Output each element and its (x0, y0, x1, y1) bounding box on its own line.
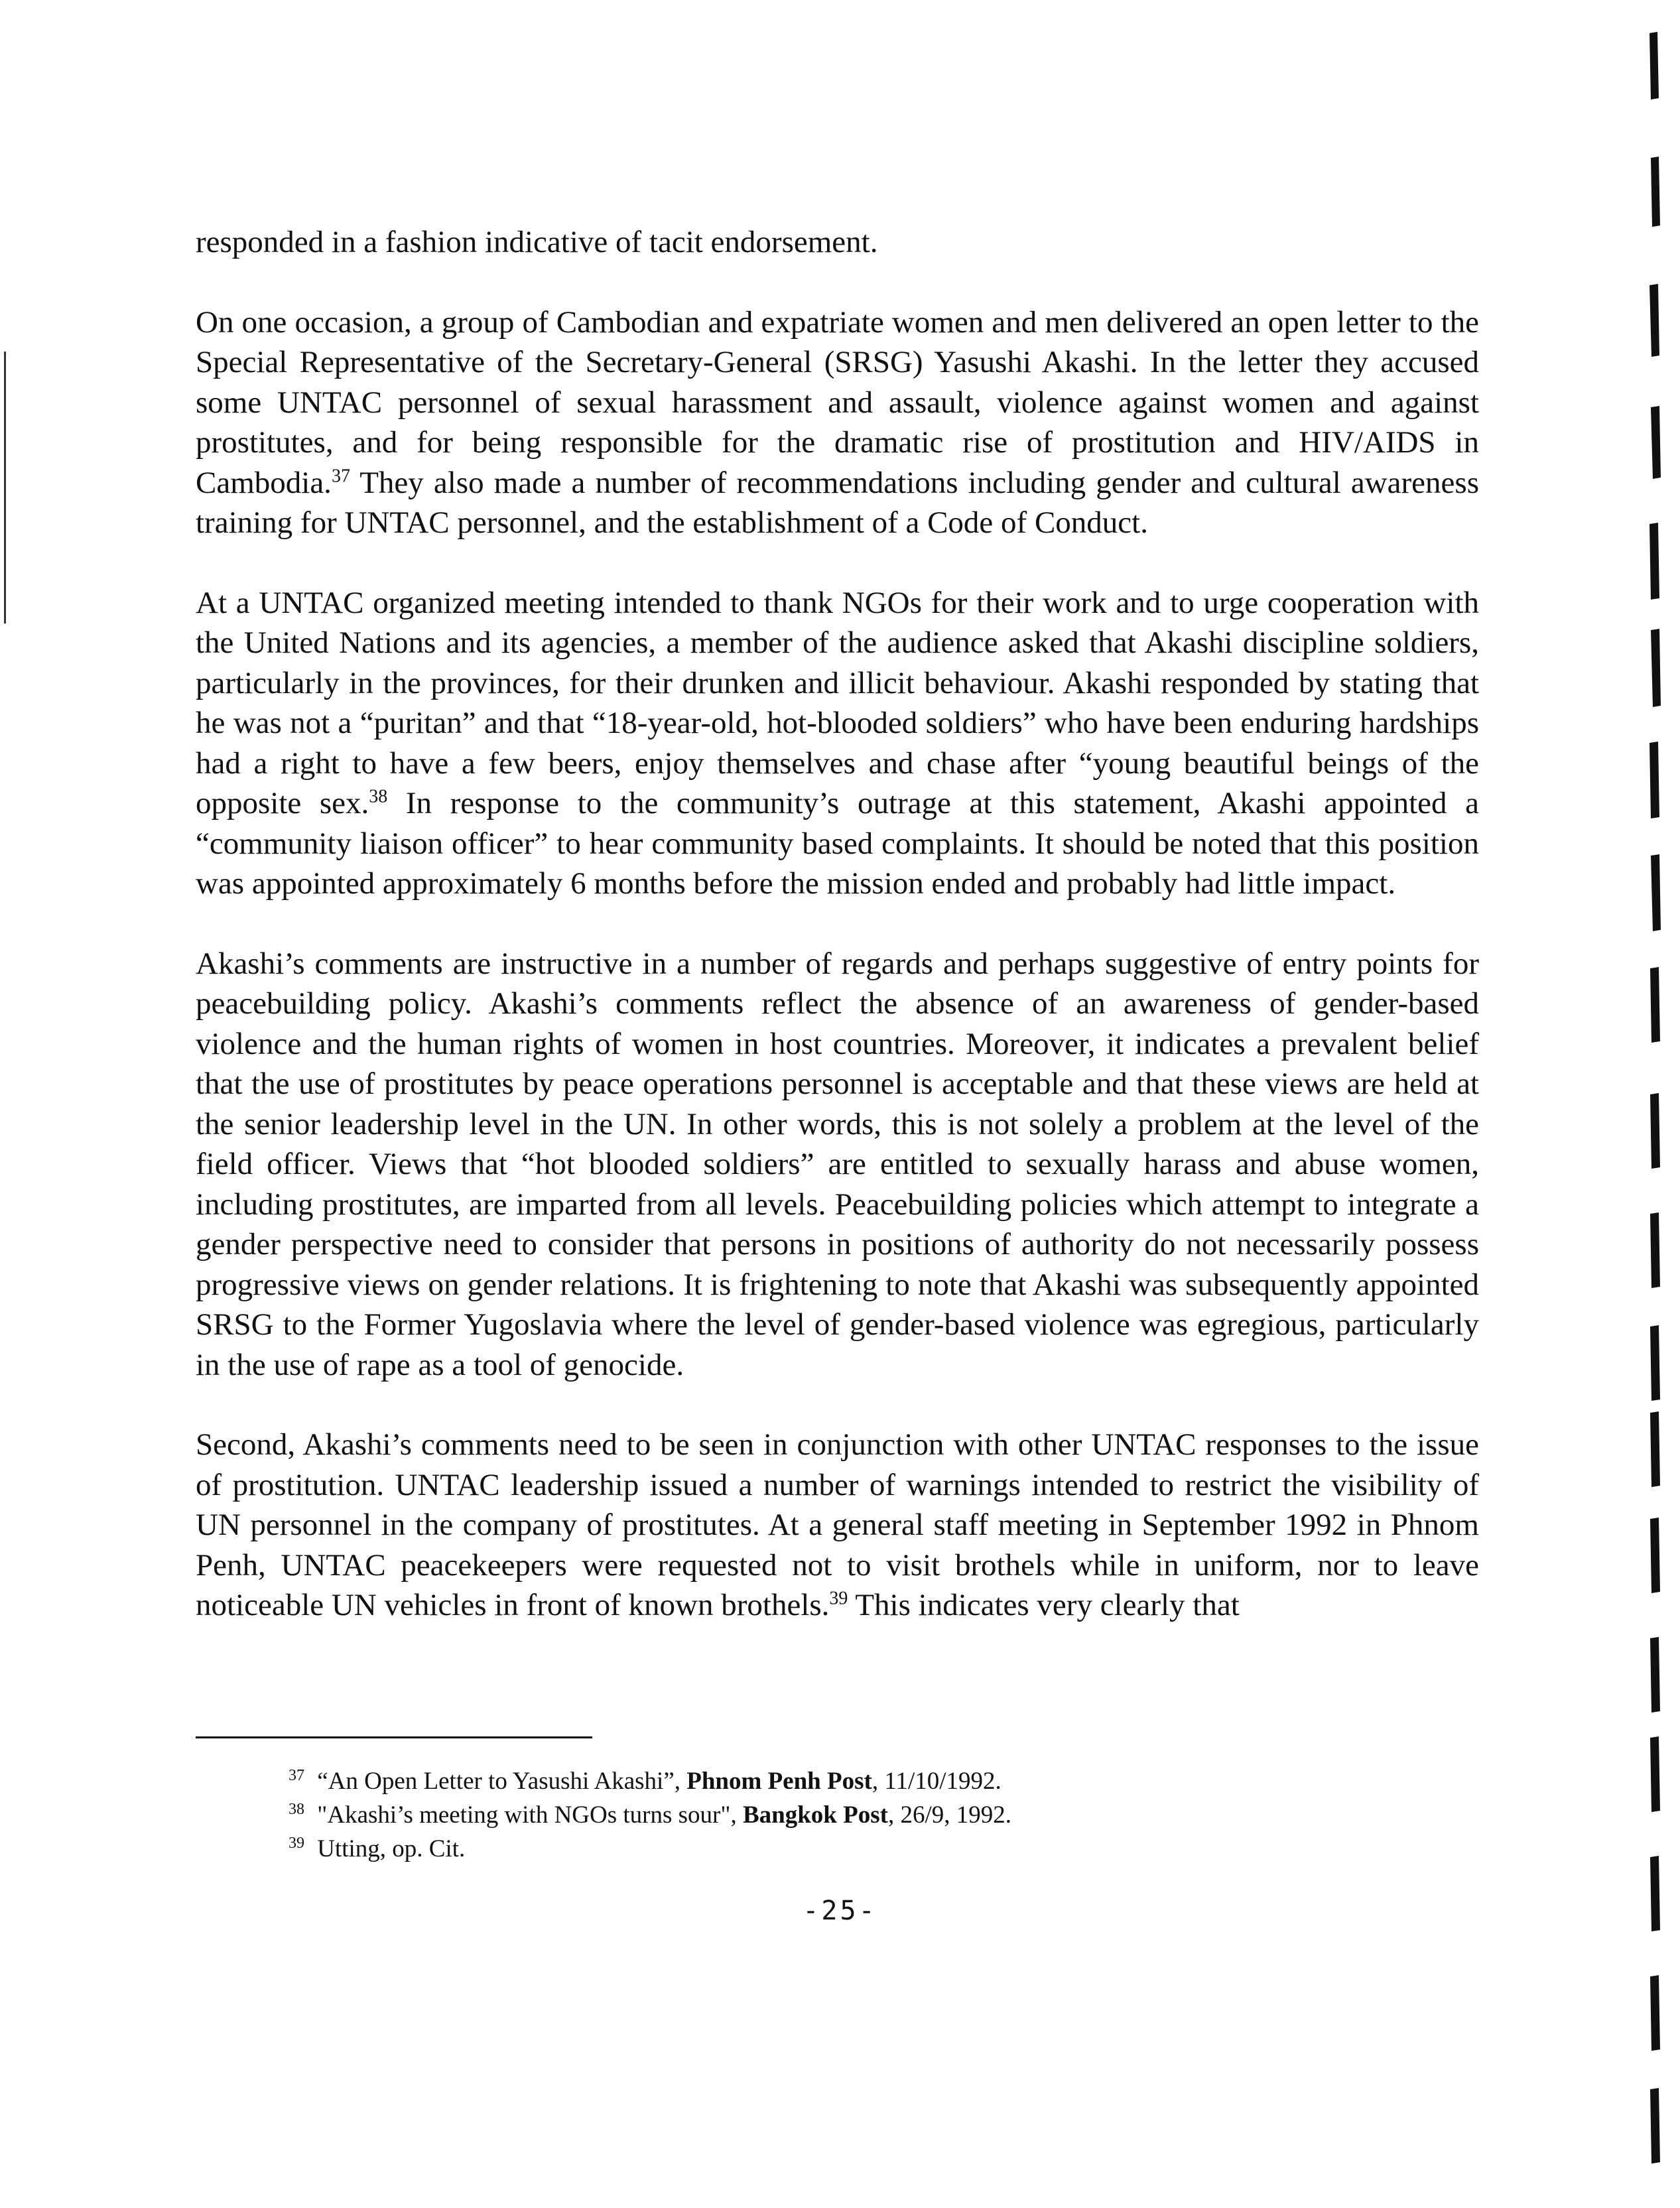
body-text (196, 222, 1479, 1665)
paragraph-text: Second, Akashi’s comments need to be seen in conjunction with other UNTAC responses to the issue of prostitution. UNTAC leadership issued a number of warnings intended to restrict the visibility of UN personnel in the company of prostitutes. At a general staff meeting in September 1992 in Phnom Penh, UNTAC peacekeepers were requested not to visit brothels while in uniform, nor to leave noticeable UN vehicles in front of known brothels. (196, 1427, 1479, 1622)
footnote-37 (289, 1764, 1416, 1798)
footnote-38 (289, 1798, 1416, 1832)
binder-mark (1650, 1975, 1660, 2051)
paragraph (196, 302, 1479, 543)
footnote-text: , 26/9, 1992. (887, 1801, 1011, 1829)
binder-mark (1651, 157, 1660, 227)
paragraph-text: This indicates very clearly that (848, 1588, 1240, 1622)
footnote-source: Phnom Penh Post (686, 1768, 872, 1795)
paragraph-text: Akashi’s comments are instructive in a number of regards and perhaps suggestive of entry points for peacebuilding policy. Akashi’s comments reflect the absence of an awareness of gender-based violence and the human rights of women in host countries. Moreover, it indicates a prevalent belief that the use of prostitutes by peace operations personnel is acceptable and that these views are held at the senior leadership level in the UN. In other words, this is not solely a problem at the level of the field officer. Views that “hot blooded soldiers” are entitled to sexually harass and abuse women, including prostitutes, are imparted from all levels. Peacebuilding policies which attempt to integrate a gender perspective need to consider that persons in positions of authority do not necessarily possess progressive views on gender relations. It is frightening to note that Akashi was subsequently appointed SRSG to the Former Yugoslavia where the level of gender-based violence was egregious, particularly in the use of rape as a tool of genocide. (196, 946, 1479, 1382)
footnote-ref[interactable]: 39 (829, 1588, 848, 1609)
footnote-text: “An Open Letter to Yasushi Akashi”, (311, 1768, 687, 1795)
binder-mark (1650, 967, 1660, 1043)
binder-hole-marks (1581, 0, 1680, 2208)
paragraph-text: responded in a fashion indicative of tacit endorsement. (196, 225, 878, 259)
paragraph-text: They also made a number of recommendations including gender and cultural awareness training for UNTAC personnel, and the establishment of a Code of Conduct. (196, 465, 1479, 540)
paragraph (196, 583, 1479, 904)
scan-edge-line (4, 352, 6, 623)
paragraph-text: In response to the community’s outrage at this statement, Akashi appointed a “community liaison officer” to hear community based complaints. It should be noted that this position was appointed approximately 6 months before the mission ended and probably had little impact. (196, 786, 1479, 901)
paragraph-text: At a UNTAC organized meeting intended to thank NGOs for their work and to urge cooperation with the United Nations and its agencies, a member of the audience asked that Akashi discipline soldiers, particularly in the provinces, for their drunken and illicit behaviour. Akashi responded by stating that he was not a “puritan” and that “18-year-old, hot-blooded soldiers” who have been enduring hardships had a right to have a few beers, enjoy themselves and chase after “young beautiful beings of the opposite sex. (196, 585, 1479, 820)
footnotes (289, 1764, 1416, 1866)
binder-mark (1650, 1856, 1660, 1931)
binder-mark (1650, 1212, 1660, 1288)
binder-mark (1650, 1093, 1660, 1169)
binder-mark (1651, 854, 1661, 931)
paragraph (196, 222, 1479, 263)
binder-mark (1649, 32, 1659, 99)
binder-mark (1650, 1325, 1660, 1401)
footnote-text: , 11/10/1992. (872, 1768, 1002, 1795)
footnote-ref[interactable]: 37 (331, 465, 350, 486)
binder-mark (1650, 1736, 1660, 1812)
footnote-number: 37 (289, 1766, 304, 1784)
footnote-ref[interactable]: 38 (369, 786, 388, 807)
footnote-source: Bangkok Post (742, 1801, 888, 1829)
footnote-divider (196, 1736, 592, 1738)
footnote-text: "Akashi’s meeting with NGOs turns sour", (311, 1801, 743, 1829)
binder-mark (1649, 523, 1659, 600)
footnote-text: Utting, op. Cit. (311, 1835, 466, 1862)
footnote-number: 38 (289, 1800, 304, 1818)
footnote-number: 39 (289, 1834, 304, 1852)
paragraph-text: On one occasion, a group of Cambodian and expatriate women and men delivered an open letter to the Special Representative of the Secretary-General (SRSG) Yasushi Akashi. In the letter they accused some UNTAC personnel of sexual harassment and assault, violence against women and against prostitutes, and for being responsible for the dramatic rise of prostitution and HIV/AIDS in Cambodia. (196, 304, 1479, 500)
binder-mark (1649, 284, 1659, 357)
footnote-39 (289, 1832, 1416, 1866)
binder-mark (1650, 1518, 1660, 1593)
binder-mark (1651, 629, 1661, 707)
paragraph (196, 944, 1479, 1386)
page-number: -25- (803, 1896, 877, 1926)
binder-mark (1650, 1411, 1660, 1487)
binder-mark (1650, 2088, 1660, 2164)
binder-mark (1649, 742, 1659, 818)
binder-mark (1651, 406, 1661, 479)
binder-mark (1650, 1637, 1660, 1713)
paragraph (196, 1425, 1479, 1626)
